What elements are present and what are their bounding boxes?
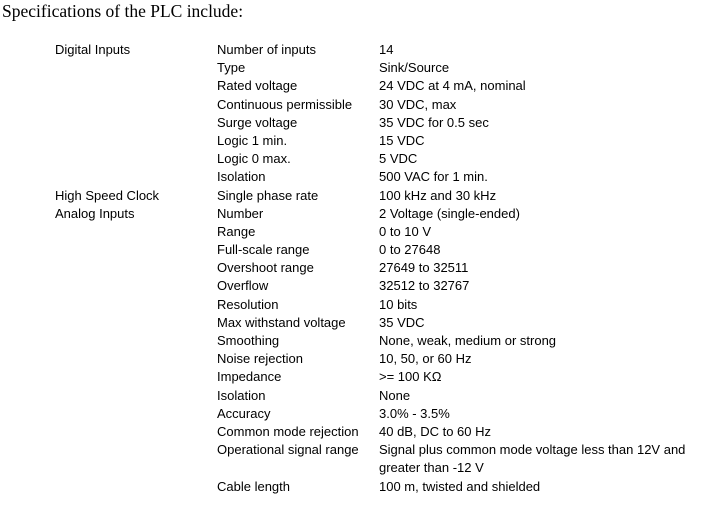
spec-value: None: [379, 387, 411, 403]
spec-parameter: Cable length: [217, 478, 290, 494]
spec-parameter: Number: [217, 205, 264, 221]
spec-value: 10 bits: [379, 296, 418, 312]
spec-parameter: Logic 1 min.: [217, 132, 288, 148]
spec-value: 0 to 27648: [379, 242, 441, 258]
spec-value: >= 100 KΩ: [379, 369, 442, 385]
spec-parameter: Continuous permissible: [217, 96, 353, 112]
spec-parameter: Rated voltage: [217, 78, 298, 94]
spec-parameter: Common mode rejection: [217, 423, 359, 439]
spec-value: 32512 to 32767: [379, 278, 470, 294]
spec-value: 35 VDC for 0.5 sec: [379, 114, 489, 130]
spec-parameter: Impedance: [217, 369, 282, 385]
spec-value: 500 VAC for 1 min.: [379, 169, 488, 185]
spec-value: 100 m, twisted and shielded: [379, 478, 541, 494]
spec-parameter: Isolation: [217, 169, 266, 185]
spec-value: 5 VDC: [379, 151, 418, 167]
spec-parameter: Range: [217, 223, 256, 239]
spec-value: 100 kHz and 30 kHz: [379, 187, 497, 203]
spec-parameter: Noise rejection: [217, 351, 303, 367]
spec-parameter: Single phase rate: [217, 187, 319, 203]
spec-category: High Speed Clock: [55, 187, 160, 203]
spec-value: None, weak, medium or strong: [379, 333, 557, 348]
spec-value: 15 VDC: [379, 132, 425, 148]
spec-parameter: Overshoot range: [217, 260, 314, 276]
spec-value: 30 VDC, max: [379, 96, 457, 112]
spec-parameter: Number of inputs: [217, 42, 316, 57]
spec-parameter: Isolation: [217, 387, 266, 403]
spec-category: Digital Inputs: [55, 42, 131, 57]
spec-value: 14: [379, 42, 394, 57]
spec-value: Signal plus common mode voltage less than 12V and greater than -12 V: [379, 442, 686, 476]
spec-category: Analog Inputs: [55, 205, 135, 221]
spec-parameter: Resolution: [217, 296, 279, 312]
spec-parameter: Accuracy: [217, 405, 271, 421]
spec-value: 40 dB, DC to 60 Hz: [379, 423, 491, 439]
spec-parameter: Surge voltage: [217, 114, 298, 130]
spec-value: 24 VDC at 4 mA, nominal: [379, 78, 526, 94]
spec-parameter: Type: [217, 60, 246, 76]
spec-value: Sink/Source: [379, 60, 450, 76]
spec-parameter: Full-scale range: [217, 242, 310, 258]
spec-parameter: Smoothing: [217, 333, 280, 348]
spec-parameter: Operational signal range: [217, 442, 359, 458]
spec-value: 3.0% - 3.5%: [379, 405, 450, 421]
spec-value: 27649 to 32511: [379, 260, 469, 276]
spec-parameter: Overflow: [217, 278, 269, 294]
spec-value: 35 VDC: [379, 314, 425, 330]
intro-heading: Specifications of the PLC include:: [2, 1, 244, 21]
spec-parameter: Max withstand voltage: [217, 314, 346, 330]
spec-value: 0 to 10 V: [379, 223, 432, 239]
spec-value: 2 Voltage (single-ended): [379, 205, 520, 221]
spec-parameter: Logic 0 max.: [217, 151, 291, 167]
spec-value: 10, 50, or 60 Hz: [379, 351, 472, 367]
